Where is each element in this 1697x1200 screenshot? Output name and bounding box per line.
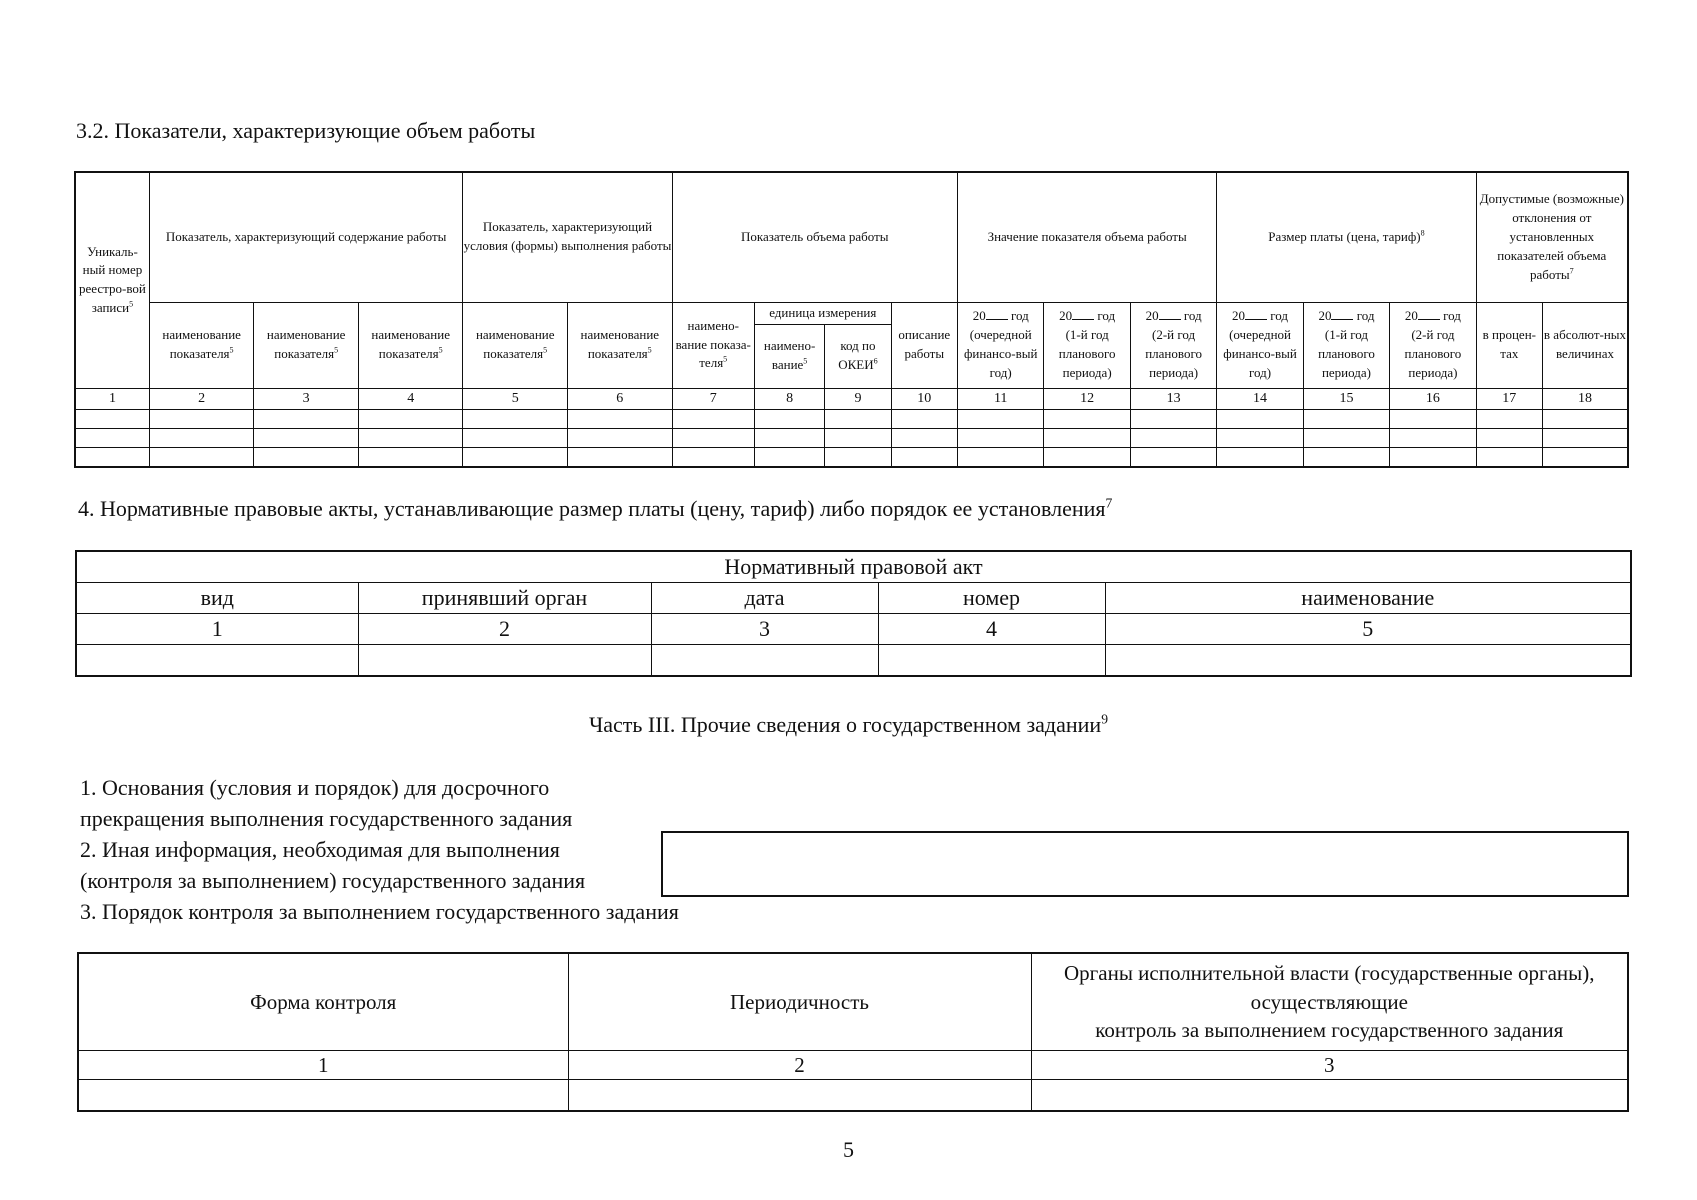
subheader-unit-name: наимено-вание$^5$ bbox=[754, 324, 824, 388]
col-control-form: Форма контроля bbox=[78, 953, 568, 1051]
col-number: 18 bbox=[1542, 388, 1628, 409]
table-row bbox=[75, 447, 1628, 467]
item-3-title: 3. Порядок контроля за выполнением государственного задания bbox=[80, 899, 679, 924]
subheader-indicator-name-5: наименование показателя$^5$ bbox=[568, 302, 673, 388]
col-number: 16 bbox=[1390, 388, 1476, 409]
col-number: 3 bbox=[254, 388, 359, 409]
col-number: 13 bbox=[1130, 388, 1216, 409]
col-kind: вид bbox=[76, 583, 358, 614]
item-2-line-1: 2. Иная информация, необходимая для выполнения bbox=[80, 837, 560, 862]
col-number: 10 bbox=[891, 388, 957, 409]
subheader-value-year-plan2: 20 год (2-й год планового периода) bbox=[1130, 302, 1216, 388]
col-number: 9 bbox=[825, 388, 891, 409]
col-control-bodies: Органы исполнительной власти (государственные органы), осуществляющие контроль за выполнением государственного задания bbox=[1031, 953, 1628, 1051]
table-row bbox=[75, 409, 1628, 428]
col-number: 2 bbox=[149, 388, 254, 409]
col-number-label: 2 bbox=[358, 614, 651, 645]
subheader-indicator-name-1: наименование показателя$^5$ bbox=[149, 302, 254, 388]
subheader-okei-code: код по ОКЕИ$^6$ bbox=[825, 324, 891, 388]
col-number-label: 3 bbox=[651, 614, 878, 645]
header-volume-indicator: Показатель объема работы bbox=[672, 172, 957, 302]
header-content-indicator: Показатель, характеризующий содержание работы bbox=[149, 172, 463, 302]
col-number-label: 3 bbox=[1031, 1051, 1628, 1080]
table-row bbox=[78, 1080, 1628, 1112]
col-number: 8 bbox=[754, 388, 824, 409]
col-number: 14 bbox=[1217, 388, 1303, 409]
col-number: 12 bbox=[1044, 388, 1130, 409]
subheader-indicator-name-2: наименование показателя$^5$ bbox=[254, 302, 359, 388]
col-number: 1 bbox=[75, 388, 149, 409]
header-unique-number: Уникаль-ный номер реестро-вой записи$^5$ bbox=[75, 172, 149, 388]
col-number-label: 4 bbox=[878, 614, 1105, 645]
subheader-fee-year-plan1: 20 год (1-й год планового периода) bbox=[1303, 302, 1389, 388]
col-number: 15 bbox=[1303, 388, 1389, 409]
legal-act-group-header: Нормативный правовой акт bbox=[76, 551, 1631, 583]
column-numbers-row bbox=[75, 388, 1628, 409]
work-volume-table bbox=[74, 171, 1629, 468]
table-row bbox=[75, 428, 1628, 447]
col-number: 11 bbox=[957, 388, 1043, 409]
col-number: 7 bbox=[672, 388, 754, 409]
legal-acts-table bbox=[75, 550, 1632, 677]
subheader-work-description: описание работы bbox=[891, 302, 957, 388]
col-periodicity: Периодичность bbox=[568, 953, 1031, 1051]
col-number-label: 2 bbox=[568, 1051, 1031, 1080]
page-number: 5 bbox=[843, 1137, 854, 1162]
subheader-indicator-name-3: наименование показателя$^5$ bbox=[358, 302, 463, 388]
header-allowed-deviation: Допустимые (возможные) отклонения от установленных показателей объема работы$^7$ bbox=[1476, 172, 1628, 302]
header-fee-size: Размер платы (цена, тариф)$^8$ bbox=[1217, 172, 1476, 302]
subheader-volume-indicator-name: наимено-вание показа-теля$^5$ bbox=[672, 302, 754, 388]
subheader-fee-year-next: 20 год (очередной финансо-вый год) bbox=[1217, 302, 1303, 388]
col-number: номер bbox=[878, 583, 1105, 614]
item-2-line-2: (контроля за выполнением) государственного задания bbox=[80, 868, 586, 893]
section-4-title: 4. Нормативные правовые акты, устанавливающие размер платы (цену, тариф) либо порядок ее установления$^7$ bbox=[78, 495, 1113, 521]
col-title: наименование bbox=[1105, 583, 1631, 614]
col-number: 5 bbox=[463, 388, 568, 409]
col-date: дата bbox=[651, 583, 878, 614]
control-table bbox=[77, 952, 1629, 1112]
col-number: 17 bbox=[1476, 388, 1542, 409]
subheader-value-year-next: 20 год (очередной финансо-вый год) bbox=[957, 302, 1043, 388]
col-number-label: 1 bbox=[78, 1051, 568, 1080]
item-1-line-2: прекращения выполнения государственного задания bbox=[80, 806, 573, 831]
subheader-deviation-absolute: в абсолют-ных величинах bbox=[1542, 302, 1628, 388]
col-number: 4 bbox=[358, 388, 463, 409]
subheader-indicator-name-4: наименование показателя$^5$ bbox=[463, 302, 568, 388]
subheader-unit: единица измерения bbox=[754, 302, 891, 324]
header-conditions-indicator: Показатель, характеризующий условия (формы) выполнения работы bbox=[463, 172, 672, 302]
other-info-box bbox=[661, 831, 1629, 897]
header-indicator-value: Значение показателя объема работы bbox=[957, 172, 1216, 302]
subheader-value-year-plan1: 20 год (1-й год планового периода) bbox=[1044, 302, 1130, 388]
subheader-fee-year-plan2: 20 год (2-й год планового периода) bbox=[1390, 302, 1476, 388]
col-number: 6 bbox=[568, 388, 673, 409]
item-1-line-1: 1. Основания (условия и порядок) для досрочного bbox=[80, 775, 550, 800]
part-3-title: Часть III. Прочие сведения о государственном задании$^9$ bbox=[588, 711, 1109, 737]
section-3-2-title: 3.2. Показатели, характеризующие объем работы bbox=[76, 118, 536, 143]
col-issuing-body: принявший орган bbox=[358, 583, 651, 614]
subheader-deviation-percent: в процен-тах bbox=[1476, 302, 1542, 388]
col-number-label: 1 bbox=[76, 614, 358, 645]
table-row bbox=[76, 645, 1631, 677]
col-number-label: 5 bbox=[1105, 614, 1631, 645]
